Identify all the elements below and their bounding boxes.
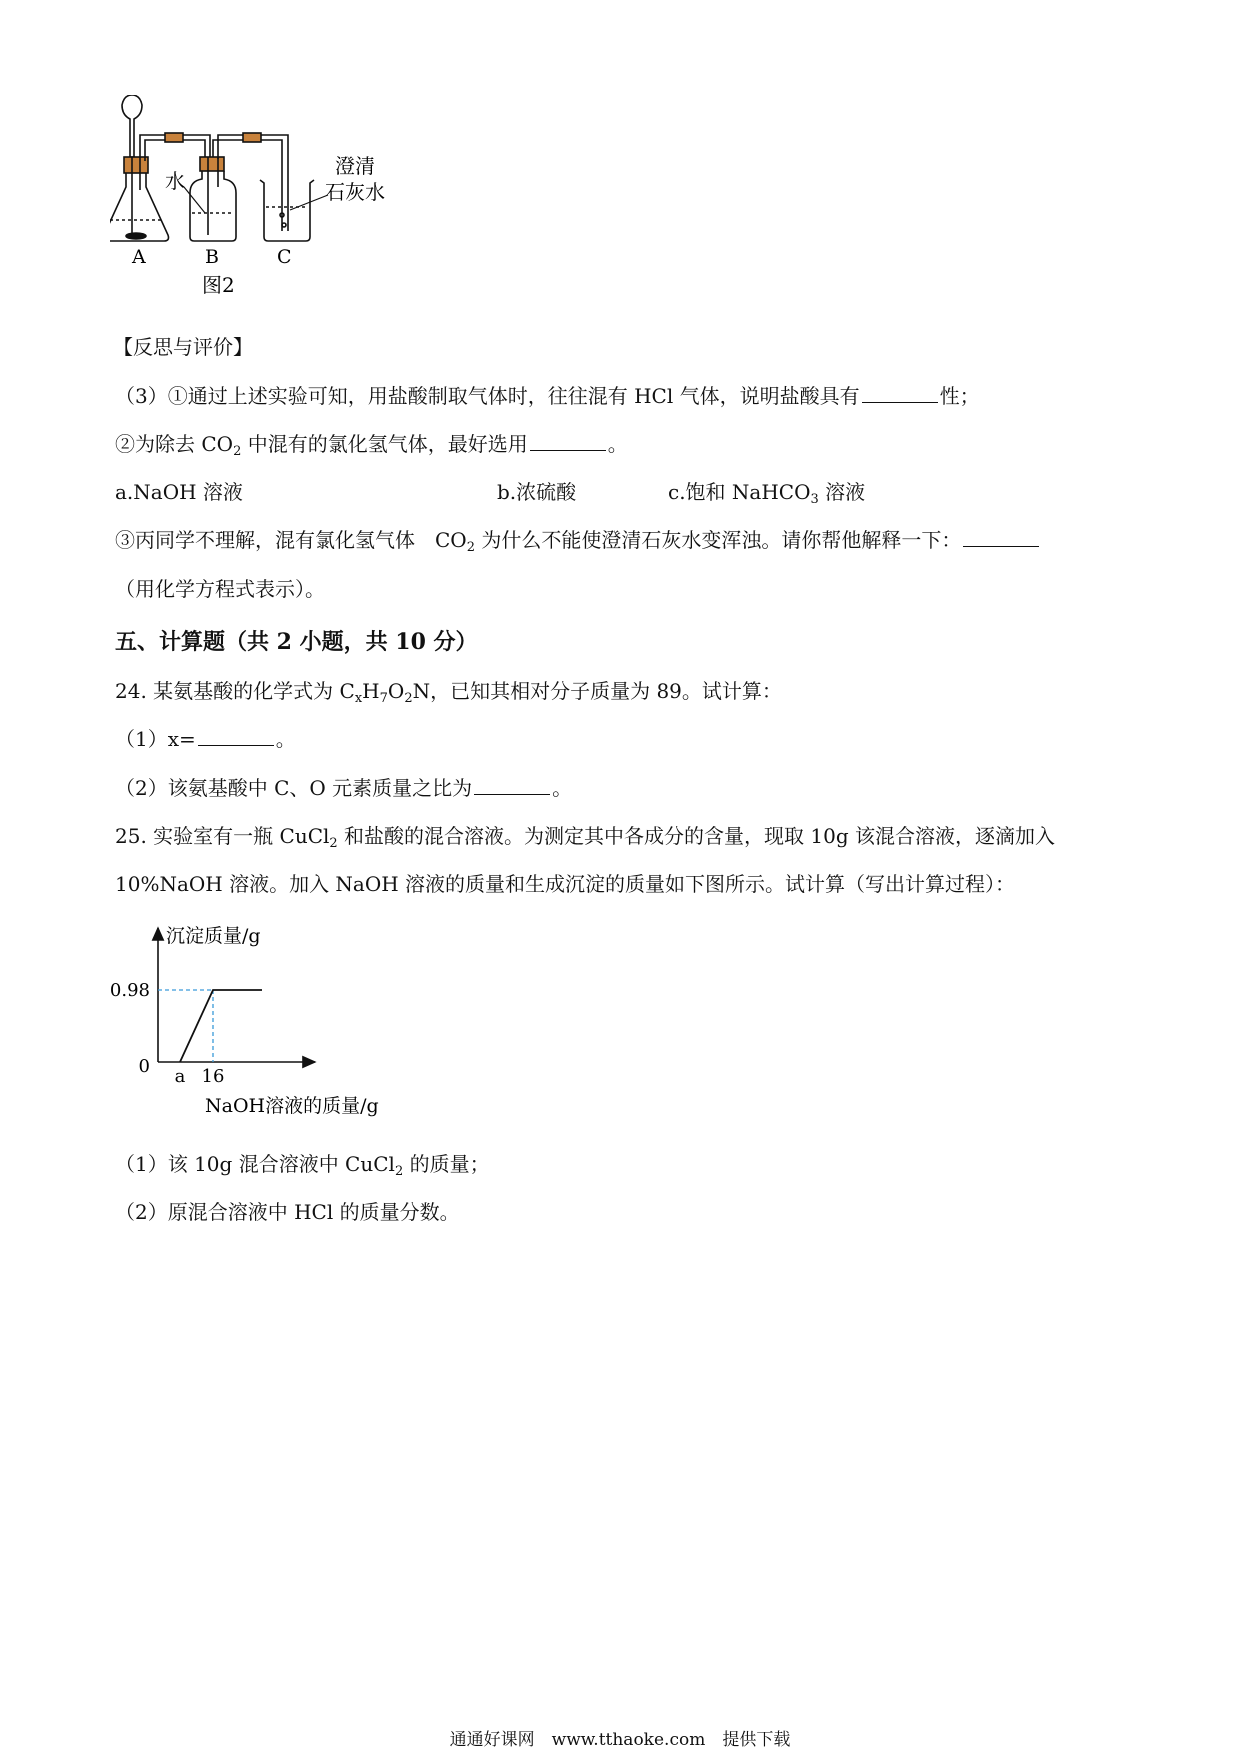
- y-tick-label-1: 0.98: [110, 980, 150, 1001]
- reflection-title: 【反思与评价】: [113, 335, 253, 359]
- q25-text-after: 和盐酸的混合溶液。为测定其中各成分的含量，现取 10g 该混合溶液，逐滴加入: [337, 824, 1056, 848]
- q24-p1-text: （1）x=: [115, 727, 196, 751]
- option-b: b.浓硫酸: [497, 480, 577, 504]
- x-tick-label-1: 16: [201, 1066, 225, 1087]
- limewater-label-1: 澄清: [335, 154, 375, 178]
- q24-tail: N，已知其相对分子质量为 89。试计算：: [412, 679, 782, 703]
- answer-blank-q24-1[interactable]: [198, 725, 274, 746]
- q25-p1-text: （1）该 10g 混合溶液中 CuCl: [115, 1152, 395, 1176]
- chart-marks: [110, 980, 262, 1087]
- x-axis-label: NaOH溶液的质量/g: [205, 1095, 379, 1117]
- series-line-0: [180, 990, 262, 1062]
- question-3-2: [115, 430, 628, 458]
- q24-o: O: [387, 679, 405, 703]
- label-a: A: [132, 246, 146, 268]
- figure-caption: 图2: [202, 273, 235, 297]
- q24-p2-text: （2）该氨基酸中 C、O 元素质量之比为: [115, 776, 473, 800]
- q24-subscript-2: 2: [404, 691, 413, 706]
- section-5-title: 五、计算题（共 2 小题，共 10 分）: [115, 629, 478, 655]
- option-c: [668, 478, 865, 506]
- q25-subscript: 2: [329, 836, 338, 851]
- q24-p2-end: 。: [552, 776, 573, 800]
- gas-bottle-b: [190, 157, 236, 241]
- question-3-3-line2: （用化学方程式表示）。: [115, 577, 325, 601]
- question-24-part2: [115, 774, 572, 802]
- y-tick-label-0: 0: [138, 1056, 150, 1077]
- q24-subscript-x: x: [354, 691, 363, 706]
- q3-3-subscript: 2: [466, 540, 475, 555]
- question-3-3: [115, 526, 1041, 554]
- question-24-stem: [115, 677, 782, 705]
- question-25-part2: （2）原混合溶液中 HCl 的质量分数。: [115, 1200, 460, 1224]
- option-c-text: c.饱和 NaHCO: [668, 480, 811, 504]
- q24-p1-end: 。: [275, 727, 296, 751]
- q3-1-tail: 性；: [939, 384, 980, 408]
- q3-3-text-after: 为什么不能使澄清石灰水变浑浊。请你帮他解释一下：: [474, 528, 962, 552]
- question-25-part1: [115, 1150, 490, 1178]
- y-axis-label: 沉淀质量/g: [166, 925, 261, 947]
- q3-2-text: ②为除去 CO: [115, 432, 234, 456]
- q3-2-end: 。: [607, 432, 628, 456]
- label-b: B: [205, 246, 219, 268]
- apparatus-figure: [110, 95, 440, 325]
- conical-flask-a: [110, 157, 169, 241]
- answer-blank-q3-3[interactable]: [963, 526, 1039, 547]
- label-c: C: [277, 246, 292, 268]
- limewater-label-2: 石灰水: [325, 180, 385, 204]
- answer-blank-q24-2[interactable]: [474, 774, 550, 795]
- x-tick-label-0: a: [174, 1066, 186, 1087]
- answer-blank-q3-2[interactable]: [530, 430, 606, 451]
- q25-p1-subscript: 2: [394, 1164, 404, 1179]
- q25-p1-tail: 的质量；: [403, 1152, 490, 1176]
- q24-text: 24. 某氨基酸的化学式为 C: [115, 679, 355, 703]
- q3-2-text-after: 中混有的氯化氢气体，最好选用: [241, 432, 528, 456]
- q3-1-text: （3）①通过上述实验可知，用盐酸制取气体时，往往混有 HCl 气体，说明盐酸具有: [115, 384, 860, 408]
- q3-3-text: ③丙同学不理解，混有氯化氢气体 CO: [115, 528, 467, 552]
- question-24-part1: [115, 725, 296, 753]
- question-3-2-options: [115, 478, 1015, 506]
- option-a: a.NaOH 溶液: [115, 480, 243, 504]
- answer-blank-q3-1[interactable]: [862, 382, 938, 403]
- q24-subscript-7: 7: [379, 691, 388, 706]
- separatory-funnel: [122, 95, 142, 157]
- option-c-subscript: 3: [810, 492, 819, 507]
- q25-text: 25. 实验室有一瓶 CuCl: [115, 824, 330, 848]
- q24-h: H: [362, 679, 380, 703]
- water-label: 水: [165, 169, 185, 193]
- page-footer: 通通好课网 www.tthaoke.com 提供下载: [449, 1730, 791, 1750]
- q3-2-subscript: 2: [233, 444, 242, 459]
- question-25-stem-2: 10%NaOH 溶液。加入 NaOH 溶液的质量和生成沉淀的质量如下图所示。试计算（写出计算过程）：: [115, 872, 1016, 896]
- option-c-tail: 溶液: [818, 480, 866, 504]
- question-25-stem-1: [115, 822, 1055, 850]
- question-3-1: [115, 382, 980, 410]
- beaker-c: [260, 180, 314, 241]
- precipitate-chart: [110, 920, 410, 1120]
- connecting-tube-bc: [213, 133, 288, 231]
